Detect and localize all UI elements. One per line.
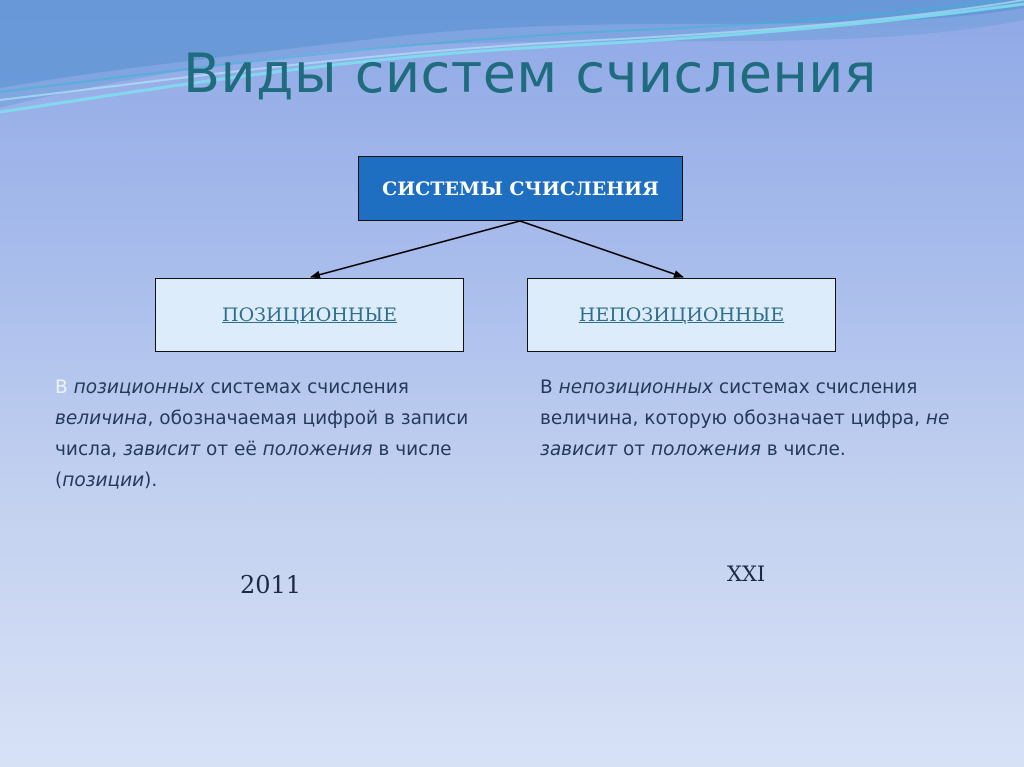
nonpositional-description: В непозиционных системах счисления величина, которую обозначает цифра, не зависит от положения в числе. bbox=[540, 377, 950, 460]
nonpositional-node-label[interactable]: НЕПОЗИЦИОННЫЕ bbox=[578, 304, 785, 326]
positional-description: В позиционных системах счисления величина, обозначаемая цифрой в записи числа, зависит от её положения в числе (позиции). bbox=[55, 377, 469, 491]
root-node-label: СИСТЕМЫ СЧИСЛЕНИЯ bbox=[382, 177, 659, 200]
root-node-box bbox=[358, 156, 683, 221]
nonpositional-node-box[interactable] bbox=[527, 278, 836, 352]
nonpositional-example: XXI bbox=[727, 562, 766, 586]
arrow-to-positional bbox=[311, 221, 520, 277]
positional-example: 2011 bbox=[240, 571, 302, 599]
arrow-to-nonpositional bbox=[520, 221, 683, 277]
positional-node-box[interactable] bbox=[155, 278, 464, 352]
positional-node-label[interactable]: ПОЗИЦИОННЫЕ bbox=[222, 304, 397, 326]
slide-title: Виды систем счисления bbox=[183, 42, 877, 105]
